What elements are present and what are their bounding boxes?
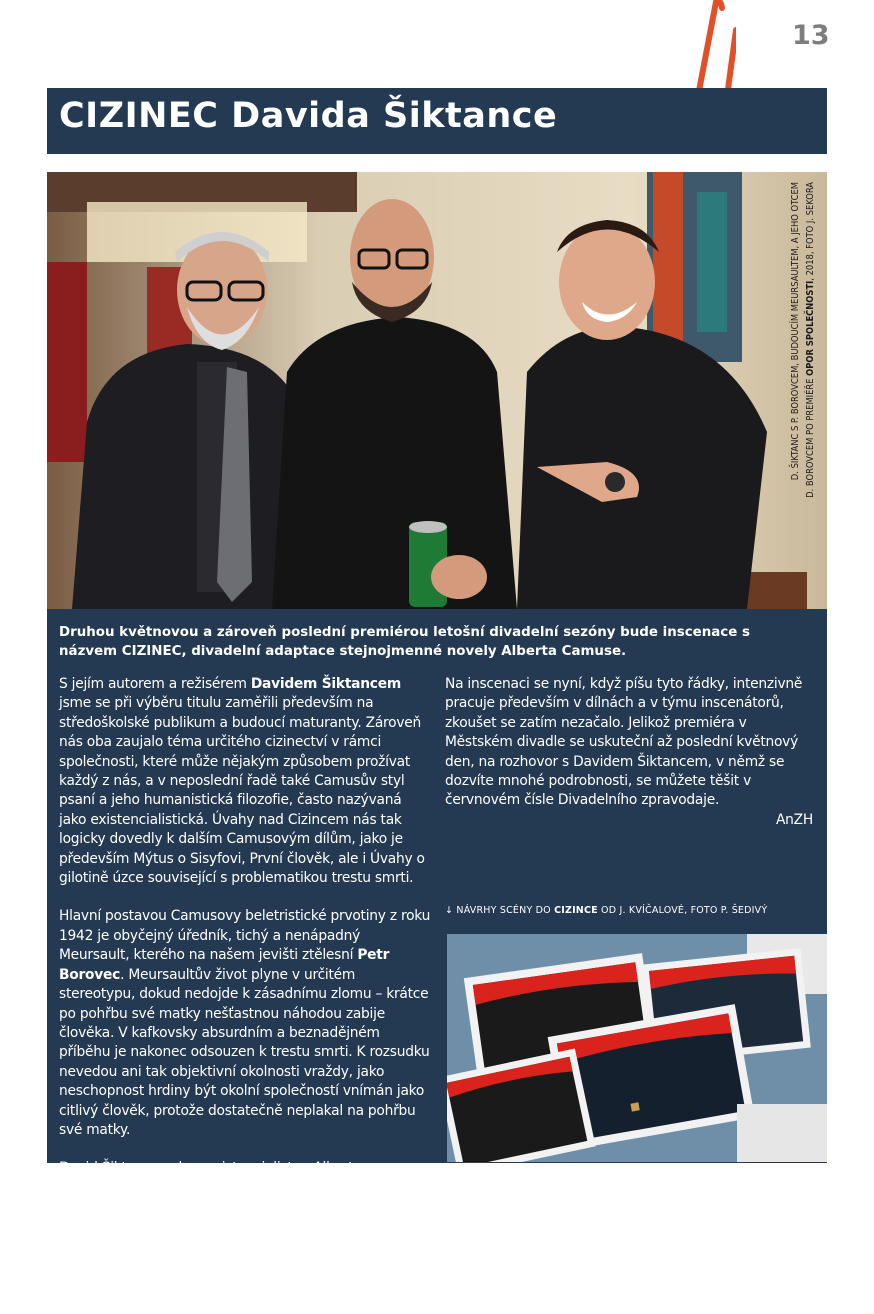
photo-caption-line1: D. ŠIKTANC S P. BOROVCEM, BUDOUCÍM MEURSAULTEM, A JEHO OTCEM [790, 182, 801, 481]
actor-name: Petr Borovec [59, 947, 390, 983]
paragraph [445, 675, 813, 830]
caption-text: D. BOROVCEM PO PREMIÉŘE [805, 375, 816, 498]
article-title: CIZINEC Davida Šiktance [59, 96, 558, 136]
text: Hlavní postavou Camusovy beletristické prvotiny z roku 1942 je obyčejný úředník, tichý a nenápadný Meursault, kterého na našem jevišti ztělesní [59, 908, 431, 964]
page-number: 13 [792, 20, 830, 51]
photo-caption-line2 [803, 182, 818, 542]
paragraph [59, 675, 431, 888]
caption-text: NÁVRHY SCÉNY DO [456, 905, 555, 916]
caption-title: OPOR SPOLEČNOSTI [805, 280, 816, 376]
text: Na inscenaci se nyní, když píšu tyto řádky, intenzivně pracuje především v dílnách a v týmu inscenátorů, zkoušet se zatím nezačalo. Jelikož premiéra v Městském divadle se uskuteční až poslední květnový den, na rozhovor s Davidem Šiktancem, v němž se dozvíte mnohé podrobnosti, se můžete těšit v červnovém čísle Divadelního zpravodaje. [445, 676, 803, 809]
text: jsme se při výběru titulu zaměřili především na středoškolské publikum a budoucí maturanty. Zároveň nás oba zaujalo téma určitého cizinectví v rámci společnosti, které může nějakým způsobem prožívat každý z nás, a v neposlední řadě také Camusův styl psaní a jeho humanistická filozofie, často nazývaná jako existencialistická. Úvahy nad Cizincem nás tak logicky dovedly k dalším Camusovým dílům, jako je především Mýtus o Sisyfovi, První člověk, ale i Úvahy o gilotině úzce související s problematikou trestu smrti. [59, 695, 425, 887]
title-bar [47, 88, 827, 154]
scene-caption [445, 905, 815, 916]
article-column-right [445, 675, 813, 849]
article-panel [47, 609, 827, 1293]
scene-designs-photo [447, 934, 827, 1162]
photo-caption [788, 182, 820, 542]
main-photo [47, 172, 827, 609]
caption-text: OD J. KVÍČALOVÉ, FOTO P. ŠEDIVÝ [597, 905, 768, 916]
paragraph: David Šiktanc spolu s existencialistou Albertem Camusem pojímá příběh „cizince“ Meursaulta jako působivou oslavu člověka, který odmítá lhát sobě i okolí a čelí společenské představě, jak by se měl chovat a co by měl cítit, člověka, který dokáže zcela přijmout skutečnost a souhlasí s tím, že zemře pro pravdu, aniž by ji „těm druhým“ vnucoval. [59, 1160, 408, 1293]
text: . Meursaultův život plyne v určitém stereotypu, dokud nedojde k zásadnímu zlomu – krátce po pohřbu své matky nešťastnou náhodou zabije člověka. V kafkovsky absurdním a beznadějném příběhu je nakonec odsouzen k trestu smrti. K rozsudku nevedou ani tak objektivní okolnosti vraždy, jako neschopnost hrdiny být okolní společností vnímán jako citlivý člověk, protože dostatečně neplakal na pohřbu své matky. [59, 966, 430, 1138]
paragraph [59, 907, 431, 1140]
caption-text: , 2018, FOTO J. SEKORA [805, 182, 816, 281]
article-column-left [59, 675, 431, 1314]
caption-title: CIZINCE [554, 905, 598, 916]
author-name: Davidem Šiktancem [250, 676, 401, 692]
article-lead: Druhou květnovou a zároveň poslední premiérou letošní divadelní sezóny bude inscenace s názvem CIZINEC, divadelní adaptace stejnojmenné novely Alberta Camuse. [59, 625, 750, 659]
arrow-down-icon: ↓ [445, 905, 454, 916]
signature: AnZH [775, 811, 813, 828]
text: S jejím autorem a režisérem [59, 676, 251, 692]
